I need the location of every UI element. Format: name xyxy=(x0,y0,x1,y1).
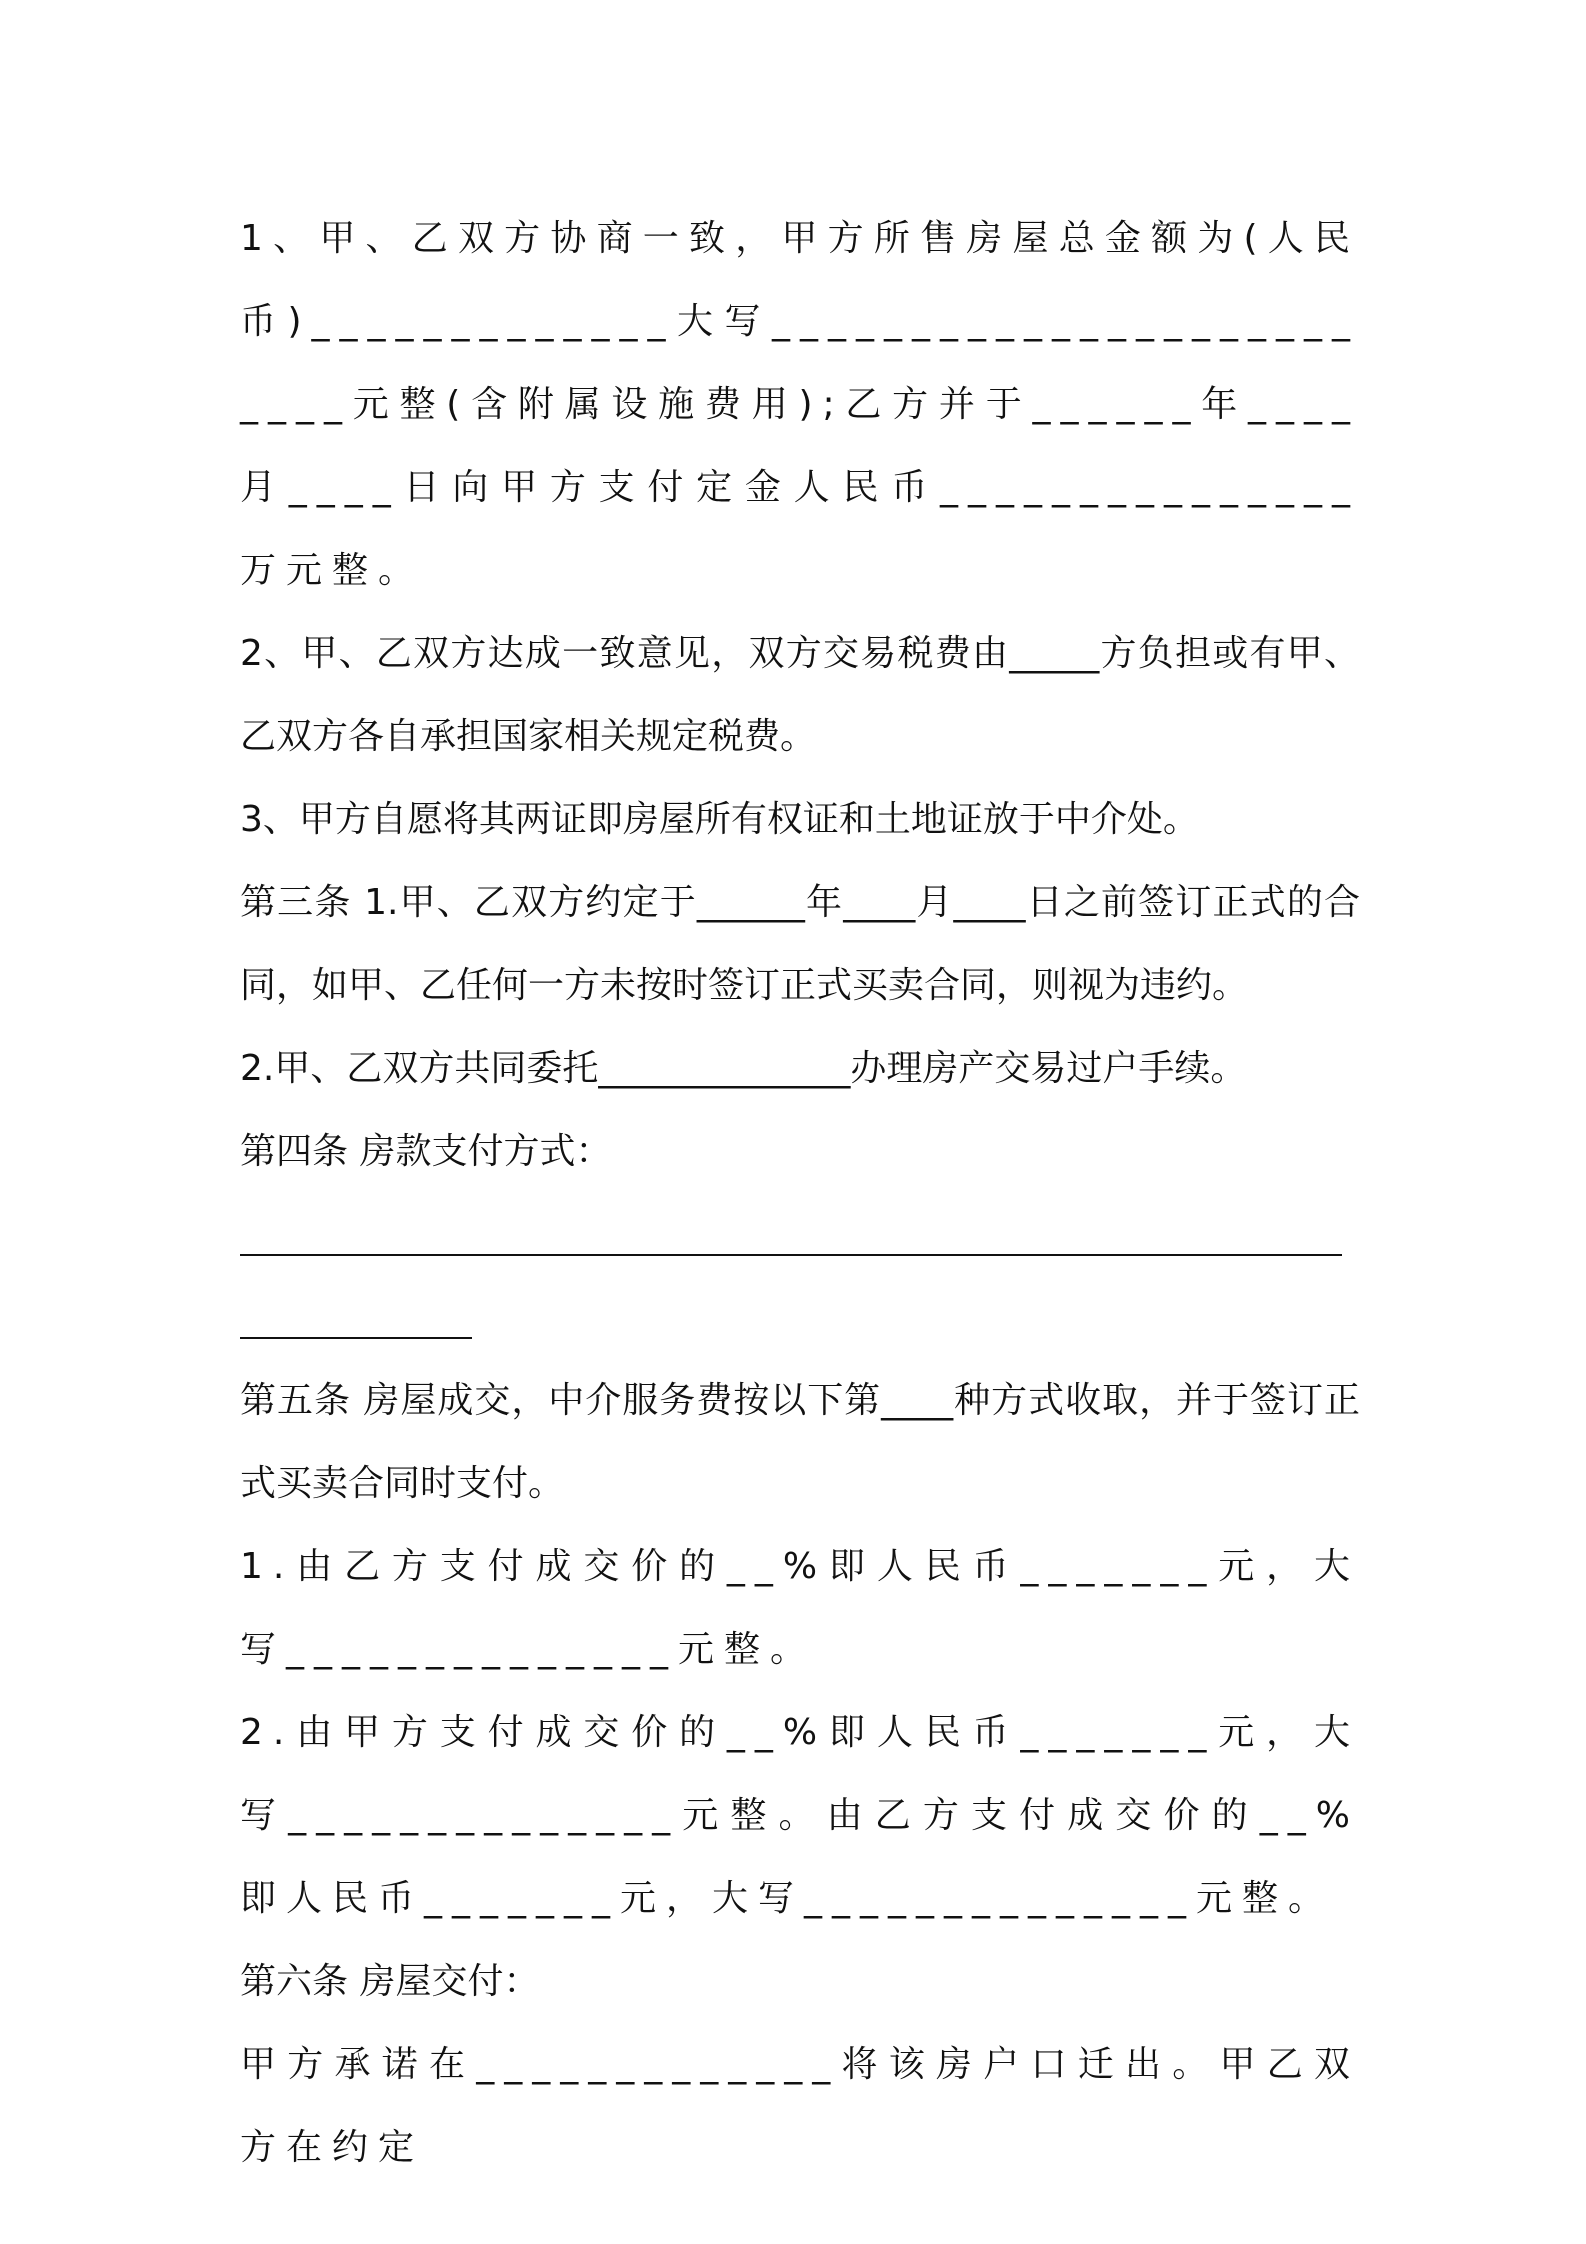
clause-tax: 2、甲、乙双方达成一致意见，双方交易税费由_____方负担或有甲、乙双方各自承担国家相关规定税费。 xyxy=(240,633,1360,757)
clause-certificates: 3、甲方自愿将其两证即房屋所有权证和土地证放于中介处。 xyxy=(240,799,1199,840)
article-five-fee: 第五条 房屋成交，中介服务费按以下第____种方式收取，并于签订正式买卖合同时支付。 xyxy=(240,1380,1360,1504)
fee-option-1: 1.由乙方支付成交价的__%即人民币_______元，大写______________元整。 xyxy=(240,1546,1360,1670)
article-six-heading: 第六条 房屋交付： xyxy=(240,1961,540,2002)
article-three-transfer: 2.甲、乙双方共同委托______________办理房产交易过户手续。 xyxy=(240,1048,1247,1089)
payment-method-blank-line-2 xyxy=(240,1276,1360,1359)
fee-option-2: 2.由甲方支付成交价的__%即人民币_______元，大写______________元整。由乙方支付成交价的__%即人民币_______元，大写______________元整。 xyxy=(240,1712,1360,1919)
article-three-signing: 第三条 1.甲、乙双方约定于______年____月____日之前签订正式的合同，如甲、乙任何一方未按时签订正式买卖合同，则视为违约。 xyxy=(240,882,1360,1006)
document-page xyxy=(240,197,1360,2189)
article-four-heading: 第四条 房款支付方式： xyxy=(240,1131,612,1172)
clause-price-deposit: 1、甲、乙双方协商一致，甲方所售房屋总金额为(人民币)_____________大写_________________________元整(含附属设施费用);乙方并于______年____月____日向甲方支付定金人民币_______________万元整。 xyxy=(240,218,1360,591)
payment-method-blank-line-1 xyxy=(240,1193,1360,1276)
article-six-text: 甲方承诺在_____________将该房户口迁出。甲乙双方在约定 xyxy=(240,2044,1360,2168)
